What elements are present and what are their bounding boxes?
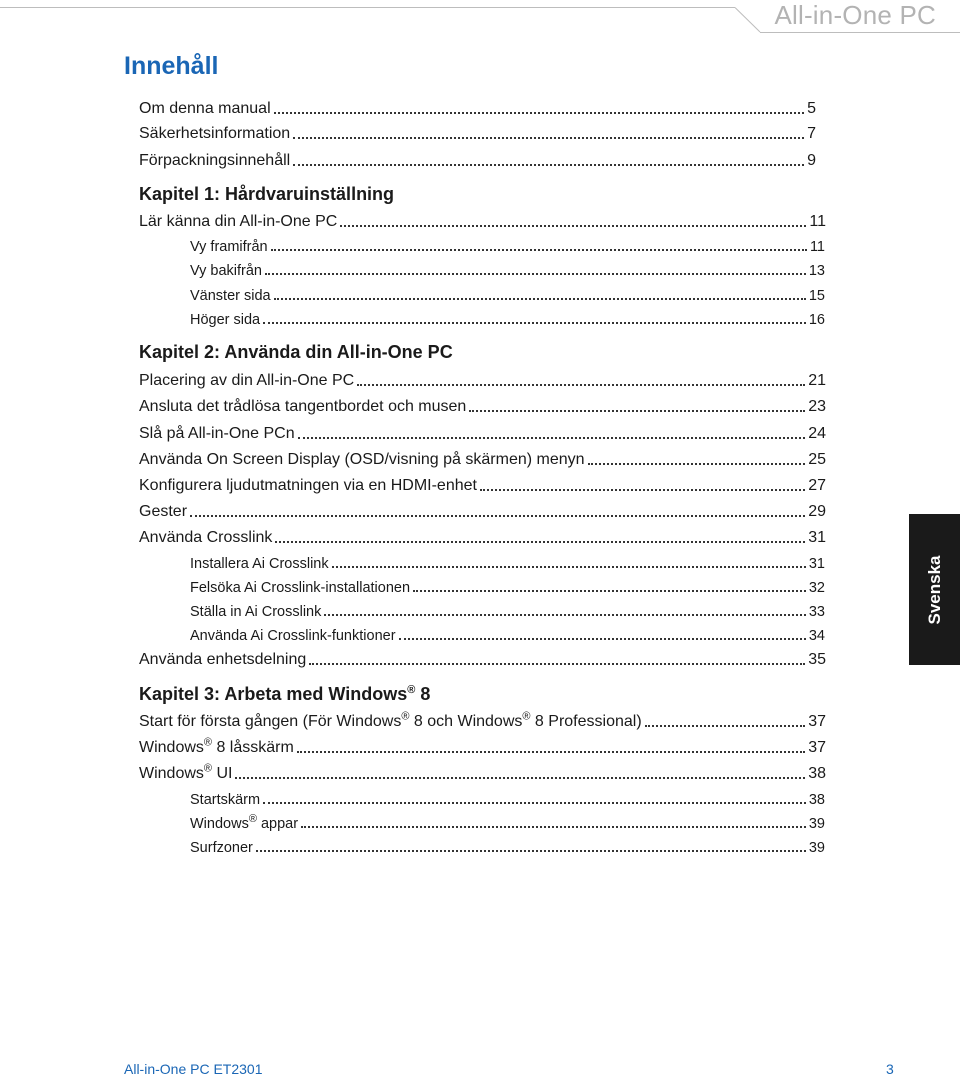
toc-entry[interactable] (139, 423, 826, 443)
dot-leader (297, 751, 805, 753)
chapter-heading[interactable] (139, 684, 430, 705)
registered-mark: ® (203, 762, 213, 775)
toc-entry-page: 33 (808, 604, 825, 620)
toc-entry-page: 13 (808, 263, 825, 279)
registered-mark: ® (401, 710, 410, 723)
dot-leader (235, 777, 805, 779)
toc-entry-label: Använda enhetsdelning (139, 651, 307, 668)
language-tab (909, 514, 960, 665)
toc-entry[interactable] (190, 836, 825, 856)
chapter-title-text: Kapitel 3: Arbeta med Windows (139, 684, 408, 704)
toc-entry-label: Vy bakifrån (190, 263, 262, 279)
toc-entry-label: Ställa in Ai Crosslink (190, 604, 322, 620)
toc-entry[interactable] (190, 284, 825, 304)
label-part: 8 Professional) (530, 713, 642, 730)
toc-entry-label (139, 762, 233, 783)
toc-entry-label: Startskärm (190, 792, 261, 808)
toc-entry-label (190, 813, 299, 832)
toc-entry-page: 25 (808, 451, 826, 468)
toc-entry-label: Surfzoner (190, 840, 253, 856)
toc-entry[interactable] (139, 123, 816, 143)
label-part: Windows (139, 739, 204, 756)
toc-entry-page: 29 (808, 503, 826, 520)
label-part: UI (212, 765, 233, 782)
toc-entry-label: Placering av din All-in-One PC (139, 372, 355, 389)
dot-leader (275, 541, 805, 543)
toc-entry-page: 35 (808, 651, 826, 668)
toc-entry[interactable] (139, 211, 826, 231)
toc-entry[interactable] (139, 475, 826, 495)
toc-entry-label: Vänster sida (190, 288, 271, 304)
language-tab-label: Svenska (924, 555, 944, 624)
dot-leader (469, 410, 805, 412)
label-part: appar (256, 816, 299, 832)
toc-entry-label: Använda On Screen Display (OSD/visning på skärmen) menyn (139, 451, 585, 468)
header-brand: All-in-One PC (774, 0, 936, 30)
toc-entry-page: 11 (809, 213, 826, 230)
dot-leader (332, 566, 806, 568)
toc-entry-label: Installera Ai Crosslink (190, 556, 329, 572)
dot-leader (588, 463, 806, 465)
toc-entry[interactable] (139, 396, 826, 416)
toc-entry[interactable] (139, 763, 826, 783)
toc-entry-label: Förpackningsinnehåll (139, 152, 291, 169)
toc-entry-page: 37 (808, 739, 826, 756)
toc-entry[interactable] (190, 600, 825, 620)
label-part: 8 låsskärm (212, 739, 294, 756)
toc-entry-page: 16 (808, 312, 825, 328)
dot-leader (263, 802, 806, 804)
dot-leader (301, 826, 806, 828)
toc-entry-page: 37 (808, 713, 826, 730)
chapter-title-text: 8 (415, 684, 431, 704)
toc-entry-page: 27 (808, 477, 826, 494)
dot-leader (645, 725, 806, 727)
toc-entry-page: 31 (808, 529, 826, 546)
chapter-heading[interactable]: Kapitel 2: Använda din All-in-One PC (139, 342, 453, 362)
dot-leader (399, 638, 806, 640)
toc-entry[interactable] (190, 624, 825, 644)
toc-entry-page: 38 (808, 792, 825, 808)
toc-entry[interactable] (139, 711, 826, 731)
toc-entry-label: Ansluta det trådlösa tangentbordet och musen (139, 398, 467, 415)
dot-leader (274, 298, 806, 300)
label-part: Start för första gången (För Windows (139, 713, 402, 730)
dot-leader (256, 850, 806, 852)
registered-mark: ® (248, 813, 257, 826)
toc-entry[interactable] (139, 501, 826, 521)
footer-page-number: 3 (886, 1061, 894, 1077)
dot-leader (293, 164, 804, 166)
toc-entry[interactable] (139, 449, 826, 469)
dot-leader (324, 614, 806, 616)
toc-entry-page: 39 (808, 816, 825, 832)
dot-leader (265, 273, 806, 275)
toc-entry-label: Slå på All-in-One PCn (139, 425, 295, 442)
toc-entry-label: Om denna manual (139, 100, 271, 117)
dot-leader (293, 137, 804, 139)
toc-entry[interactable] (139, 737, 826, 757)
toc-entry-page: 5 (807, 100, 816, 117)
toc-entry[interactable] (139, 649, 826, 669)
toc-entry[interactable] (139, 370, 826, 390)
dot-leader (263, 322, 806, 324)
page-title: Innehåll (124, 52, 219, 80)
toc-entry[interactable] (139, 527, 826, 547)
toc-entry-page: 23 (808, 398, 826, 415)
toc-entry-page: 34 (808, 628, 825, 644)
toc-entry[interactable] (139, 150, 816, 170)
dot-leader (357, 384, 805, 386)
label-part: Windows (190, 816, 249, 832)
toc-entry-label (139, 736, 294, 757)
toc-entry-page: 15 (808, 288, 825, 304)
toc-entry-label: Säkerhetsinformation (139, 125, 291, 142)
dot-leader (413, 590, 806, 592)
toc-entry-page: 31 (808, 556, 825, 572)
toc-entry-label: Använda Ai Crosslink-funktioner (190, 628, 396, 644)
dot-leader (271, 249, 807, 251)
toc-entry-label: Använda Crosslink (139, 529, 273, 546)
header-band (0, 0, 960, 34)
toc-entry-label: Vy framifrån (190, 239, 268, 255)
toc-entry-page: 21 (808, 372, 826, 389)
toc-entry-page: 9 (807, 152, 816, 169)
footer-product: All-in-One PC ET2301 (124, 1061, 263, 1077)
dot-leader (274, 112, 804, 114)
toc-entry-page: 38 (808, 765, 826, 782)
toc-entry-page: 11 (809, 239, 825, 255)
dot-leader (309, 663, 805, 665)
label-part: Windows (139, 765, 204, 782)
toc-entry[interactable] (190, 788, 825, 808)
toc-entry-label: Gester (139, 503, 188, 520)
toc-entry[interactable] (139, 98, 816, 118)
toc-entry-page: 7 (807, 125, 816, 142)
toc-entry-page: 32 (808, 580, 825, 596)
toc-entry-label (139, 710, 642, 731)
toc-entry-page: 24 (808, 425, 826, 442)
chapter-heading[interactable]: Kapitel 1: Hårdvaruinställning (139, 184, 395, 204)
toc-entry[interactable] (190, 576, 825, 596)
toc-entry-label: Felsöka Ai Crosslink-installationen (190, 580, 411, 596)
registered-mark: ® (407, 684, 416, 696)
dot-leader (480, 489, 805, 491)
dot-leader (298, 437, 806, 439)
toc-entry[interactable] (190, 235, 825, 255)
toc-entry-page: 39 (808, 840, 825, 856)
toc-entry[interactable] (190, 552, 825, 572)
toc-entry-label: Konfigurera ljudutmatningen via en HDMI-enhet (139, 477, 477, 494)
registered-mark: ® (203, 736, 213, 749)
toc-entry[interactable] (190, 308, 825, 328)
toc-entry-label: Höger sida (190, 312, 261, 328)
toc-entry[interactable] (190, 259, 825, 279)
toc-entry[interactable] (190, 812, 825, 832)
registered-mark: ® (522, 710, 531, 723)
label-part: 8 och Windows (409, 713, 523, 730)
dot-leader (190, 515, 805, 517)
toc-entry-label: Lär känna din All-in-One PC (139, 213, 338, 230)
dot-leader (340, 225, 806, 227)
